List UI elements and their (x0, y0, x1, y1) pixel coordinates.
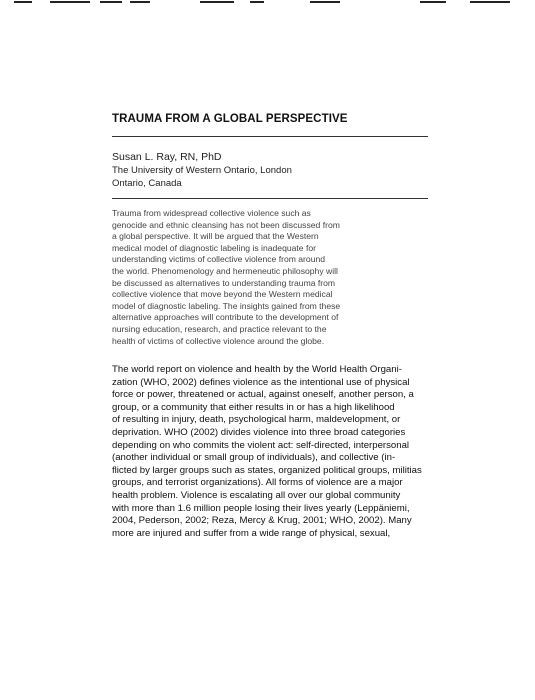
author-name: Susan L. Ray, RN, PhD (112, 151, 222, 163)
abstract (112, 208, 428, 347)
body-line: more are injured and suffer from a wide range of physical, sexual, (112, 527, 391, 539)
abstract-line: model of diagnostic labeling. The insights gained from these (112, 300, 341, 311)
title-rule (112, 136, 428, 137)
abstract-line: alternative approaches will contribute to the development of (112, 312, 339, 323)
abstract-line: health of victims of collective violence around the globe. (112, 335, 325, 346)
body-line: of resulting in injury, death, psychological harm, maldevelopment, or (112, 414, 401, 426)
article-title: TRAUMA FROM A GLOBAL PERSPECTIVE (112, 113, 348, 125)
abstract-line: the world. Phenomenology and hermeneutic philosophy will (112, 265, 338, 276)
abstract-line: collective violence that move beyond the Western medical (112, 289, 333, 300)
abstract-rule (112, 198, 428, 199)
body-line: health problem. Violence is escalating all over our global community (112, 489, 401, 501)
body-line: depending on who commits the violent act: self-directed, interpersonal (112, 439, 410, 451)
body-line: The world report on violence and health by the World Health Organi- (112, 364, 402, 375)
abstract-line: medical model of diagnostic labeling is inadequate for (112, 242, 316, 253)
abstract-line: be discussed as alternatives to understanding trauma from (112, 277, 336, 288)
body-line: flicted by larger groups such as states, organized political groups, militias (112, 464, 422, 476)
body-line: deprivation. WHO (2002) divides violence into three broad categories (112, 426, 406, 438)
page-top-crop-marks (0, 0, 535, 6)
author-location: Ontario, Canada (112, 178, 182, 189)
body-line: force or power, threatened or actual, against oneself, another person, a (112, 389, 414, 401)
abstract-line: a global perspective. It will be argued that the Western (112, 231, 319, 242)
body-line: zation (WHO, 2002) defines violence as the intentional use of physical (112, 376, 410, 388)
author-affiliation: The University of Western Ontario, London (112, 165, 292, 176)
body-line: (another individual or small group of individuals), and collective (in- (112, 452, 396, 464)
body-line: with more than 1.6 million people losing their lives yearly (Leppäniemi, (112, 502, 410, 514)
abstract-line: nursing education, research, and practice relevant to the (112, 323, 327, 334)
abstract-line: genocide and ethnic cleansing has not been discussed from (112, 219, 340, 230)
body-line: group, or a community that either results in or has a high likelihood (112, 401, 395, 413)
body-line: groups, and terrorist organizations). All forms of violence are a major (112, 477, 403, 489)
body-line: 2004, Pederson, 2002; Reza, Mercy & Krug, 2001; WHO, 2002). Many (112, 515, 412, 527)
body-paragraph (112, 364, 428, 540)
abstract-line: understanding victims of collective violence from around (112, 254, 326, 265)
abstract-line: Trauma from widespread collective violence such as (112, 208, 311, 218)
